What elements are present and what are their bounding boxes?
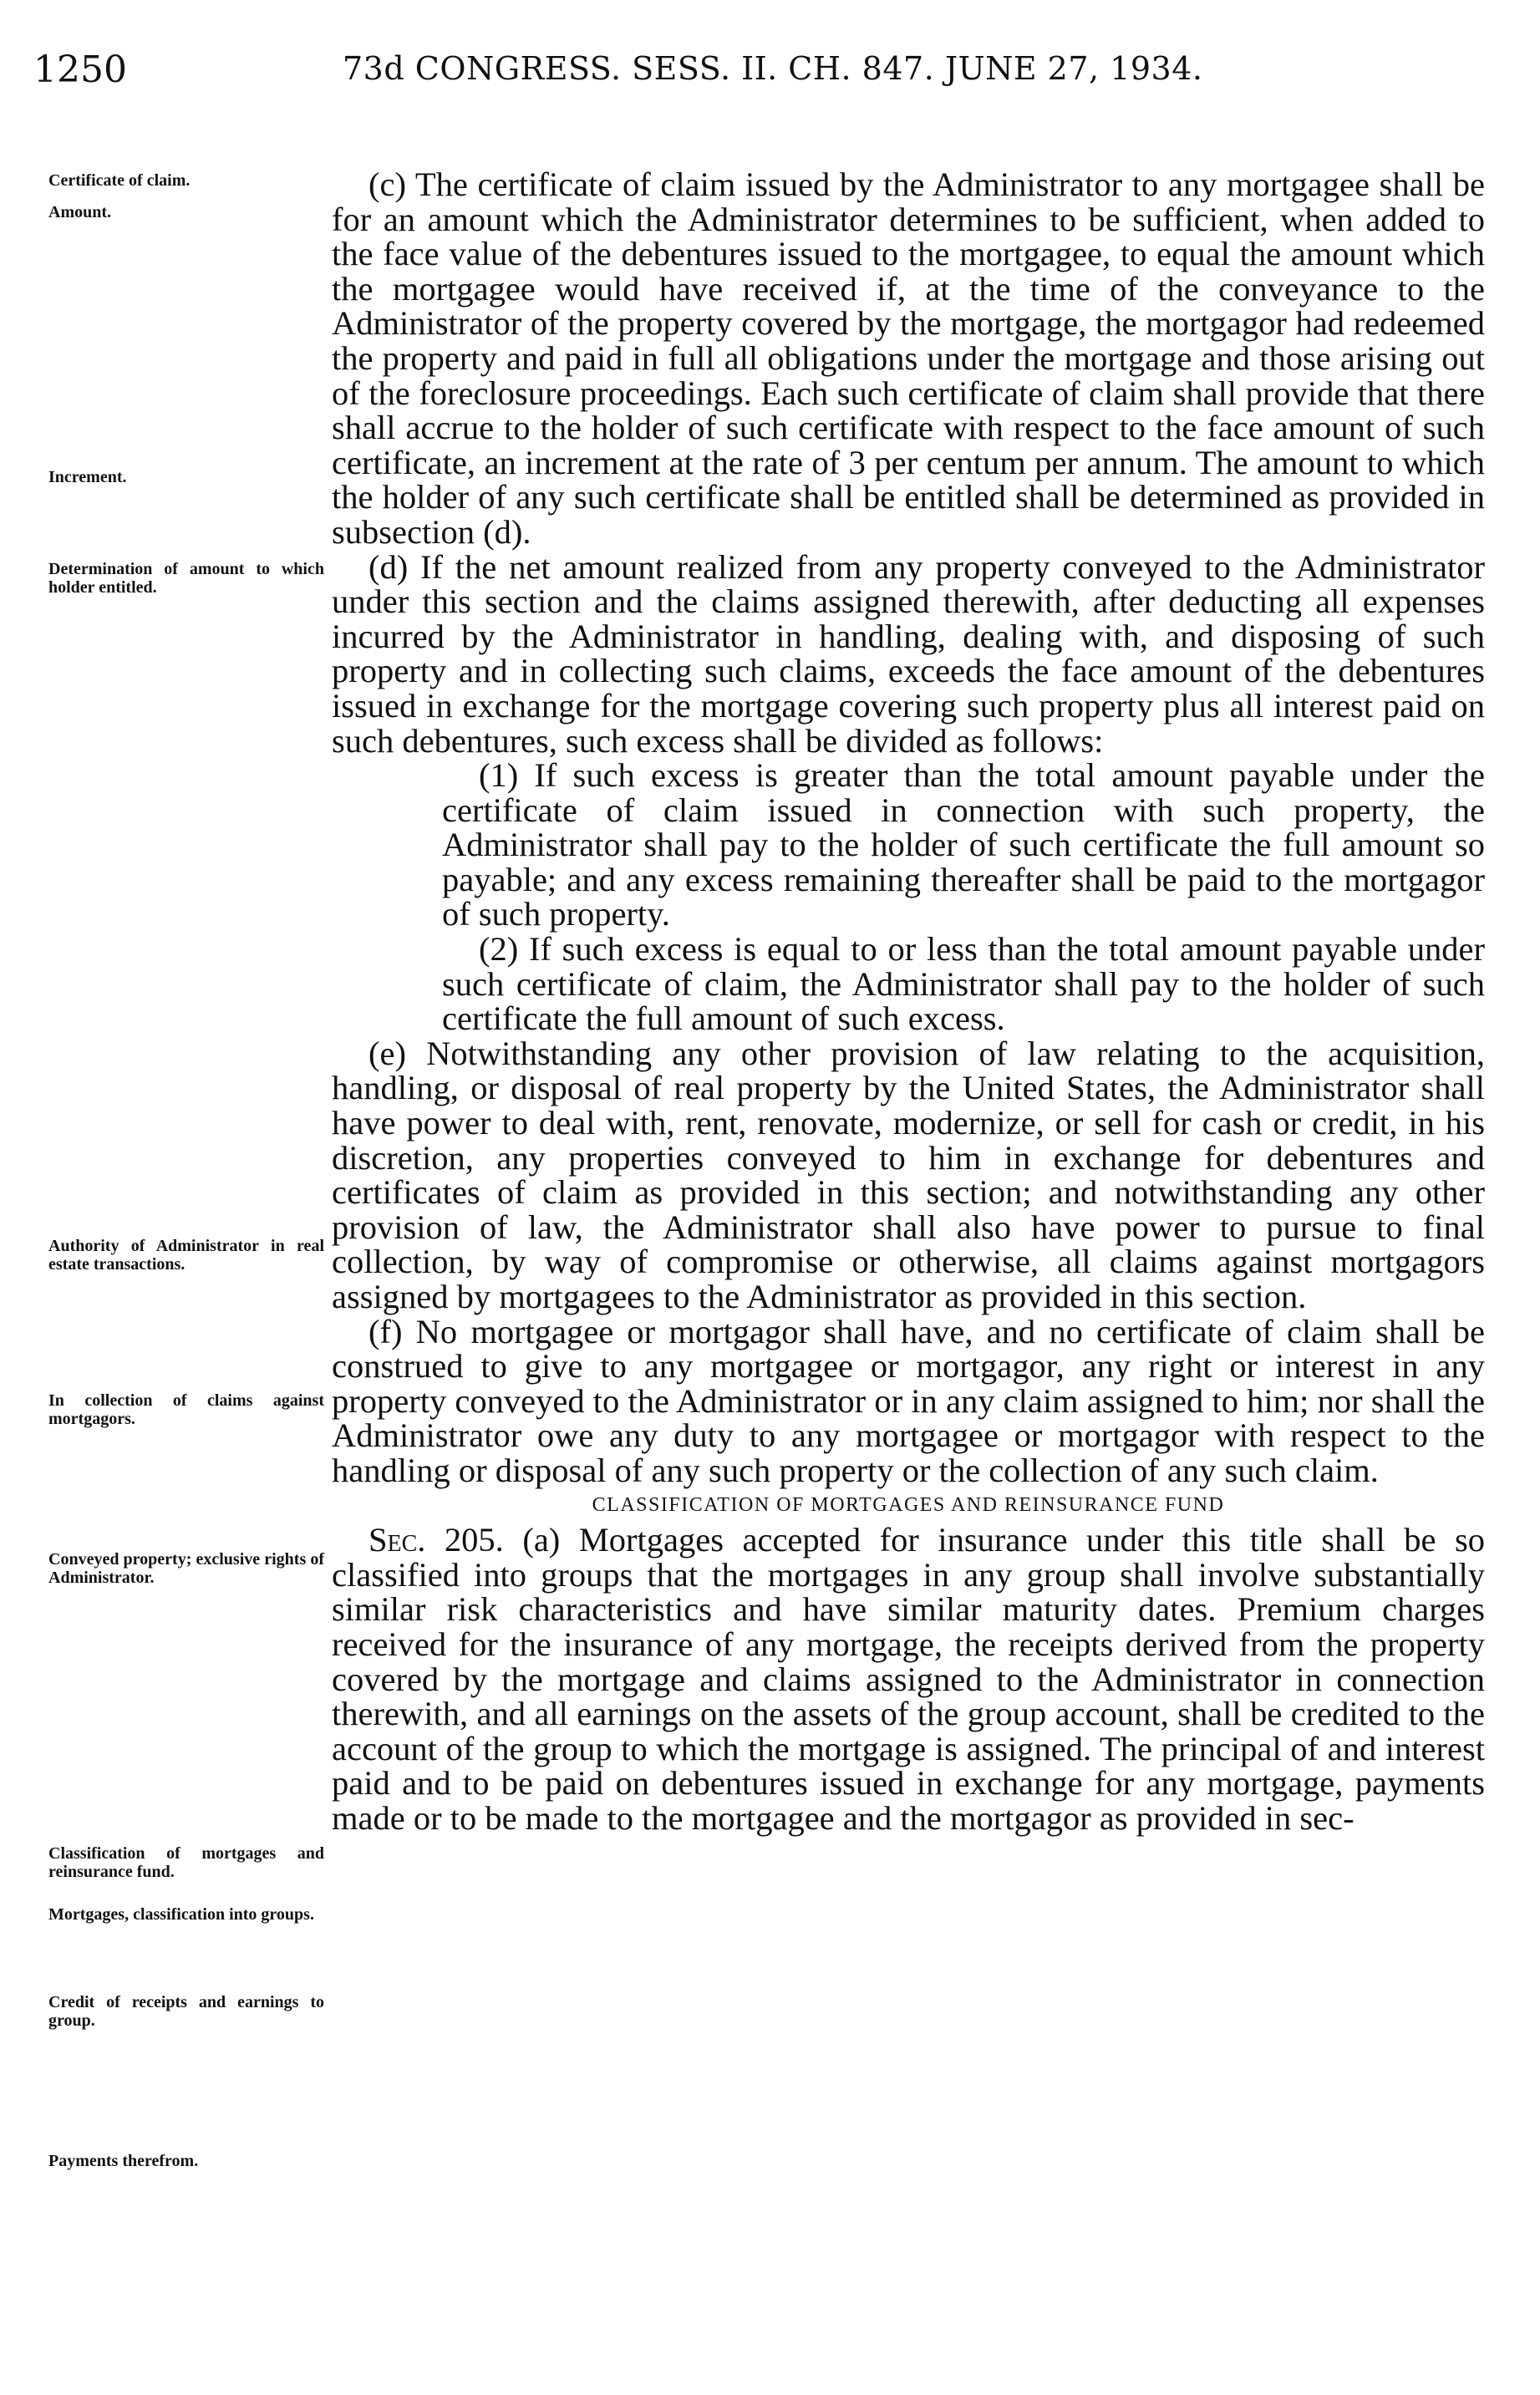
page-number: 1250 bbox=[33, 48, 127, 91]
margin-note-classification: Classification of mortgages and reinsurance fund. bbox=[48, 1844, 324, 1881]
paragraph-e: (e) Notwithstanding any other provision of law relating to the acquisition, handling, or disposal of real property by the United States, the Administrator shall have power to deal with, rent, renovate, modernize, or sell for cash or credit, in his discretion, any properties conveyed to him in exchange for debentures and certificates of claim as provided in this section; and notwithstanding any other provision of law, the Administrator shall also have power to pursue to final collection, by way of compromise or otherwise, all claims against mortgagors assigned by mortgagees to the Administrator as provided in this section. bbox=[332, 1034, 1485, 1315]
paragraph-205-a bbox=[332, 1523, 1485, 1835]
paragraph-f: (f) No mortgagee or mortgagor shall have, and no certificate of claim shall be construed to give to any mortgagee or mortgagor, any right or interest in any property conveyed to the Administrator or in any claim assigned to him; nor shall the Administrator owe any duty to any mortgagee or mortgagor with respect to the handling or disposal of any such property or the collection of any such claim. bbox=[332, 1312, 1485, 1489]
margin-note-authority: Authority of Administrator in real estate transactions. bbox=[48, 1237, 324, 1274]
margin-note-mortgages-groups: Mortgages, classification into groups. bbox=[48, 1905, 314, 1924]
margin-note-certificate: Certificate of claim. bbox=[48, 171, 191, 190]
section-heading: CLASSIFICATION OF MORTGAGES AND REINSURANCE FUND bbox=[592, 1493, 1225, 1516]
paragraph-d: (d) If the net amount realized from any property conveyed to the Administrator under this section and the claims assigned therewith, after deducting all expenses incurred by the Administrator in handling, dealing with, and disposing of such property and in collecting such claims, exceeds the face amount of the debentures issued in exchange for the mortgage covering such property plus all interest paid on such debentures, such excess shall be divided as follows: bbox=[332, 547, 1485, 760]
paragraph-d-2: (2) If such excess is equal to or less than the total amount payable under such certificate of claim, the Administrator shall pay to the holder of such certificate the full amount of such excess. bbox=[442, 930, 1485, 1038]
running-head: 73d CONGRESS. SESS. II. CH. 847. JUNE 27, 1934. bbox=[343, 50, 1203, 87]
paragraph-205-a-text: (a) Mortgages accepted for insurance under this title shall be so classified into groups that the mortgages in any group shall involve substantially similar risk characteristics and have similar maturity dates. Premium charges received for the insurance of any mortgage, the receipts derived from the property covered by the mortgage and claims assigned to the Administrator in connection therewith, and all earnings on the assets of the group account, shall be credited to the account of the group to which the mortgage is assigned. The principal of and interest paid and to be paid on debentures issued in exchange for any mortgage, payments made or to be made to the mortgagee and the mortgagor as provided in sec- bbox=[332, 1521, 1486, 1837]
paragraph-d-1: (1) If such excess is greater than the total amount payable under the certificate of claim issued in connection with such property, the Administrator shall pay to the holder of such certificate the full amount so payable; and any excess remaining thereafter shall be paid to the mortgagor of such property. bbox=[442, 756, 1485, 933]
margin-note-conveyed: Conveyed property; exclusive rights of Administrator. bbox=[48, 1550, 324, 1587]
page-header bbox=[33, 48, 1487, 99]
margin-note-payments: Payments therefrom. bbox=[48, 2152, 199, 2170]
margin-note-collection: In collection of claims against mortgagors. bbox=[48, 1391, 324, 1428]
section-label: Sec. 205. bbox=[368, 1521, 504, 1559]
margin-note-credit: Credit of receipts and earnings to group. bbox=[48, 1993, 324, 2030]
margin-note-amount: Amount. bbox=[48, 203, 112, 221]
paragraph-c: (c) The certificate of claim issued by the Administrator to any mortgagee shall be for an amount which the Administrator determines to be sufficient, when added to the face value of the debentures issued to the mortgagee, to equal the amount which the mortgagee would have received if, at the time of the conveyance to the Administrator of the property covered by the mortgage, the mortgagor had redeemed the property and paid in full all obligations under the mortgage and those arising out of the foreclosure proceedings. Each such certificate of claim shall provide that there shall accrue to the holder of such certificate with respect to the face amount of such certificate, an increment at the rate of 3 per centum per annum. The amount to which the holder of any such certificate shall be entitled shall be determined as provided in subsection (d). bbox=[332, 165, 1485, 551]
margin-note-increment: Increment. bbox=[48, 468, 127, 486]
margin-note-determination: Determination of amount to which holder entitled. bbox=[48, 560, 324, 597]
statute-body bbox=[332, 167, 1485, 1836]
